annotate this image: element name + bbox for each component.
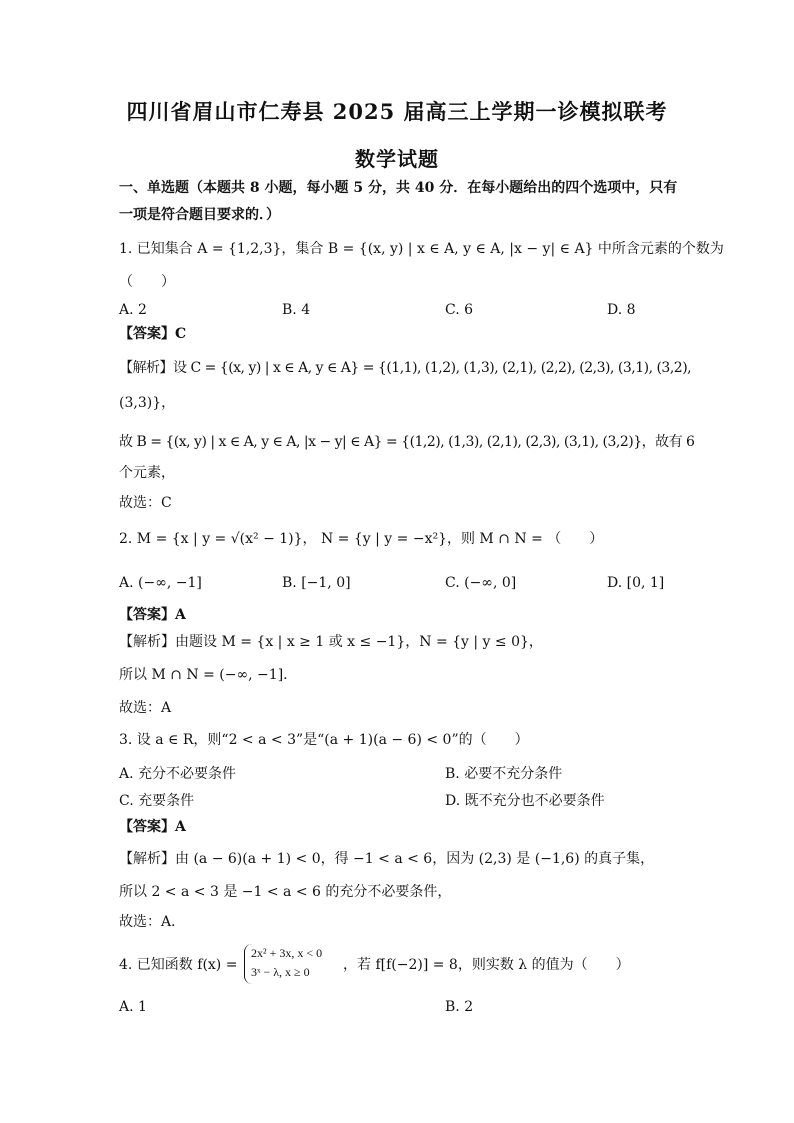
- q1-option-a: A. 2: [119, 302, 147, 318]
- q2-option-b: B. [−1, 0]: [282, 575, 351, 591]
- q1-analysis-line3: 故 B = {(x, y) | x ∈ A, y ∈ A, |x − y| ∈ A} = {(1,2), (1,3), (2,1), (2,3), (3,1), (3,2)}，故有 6: [119, 434, 695, 450]
- q3-choose: 故选：A．: [119, 914, 186, 930]
- document-subtitle: 数学试题: [355, 147, 439, 171]
- q3-option-c: C. 充要条件: [119, 793, 195, 809]
- q2-analysis-line1: 【解析】由题设 M = {x | x ≥ 1 或 x ≤ −1}，N = {y | y ≤ 0}，: [119, 634, 543, 650]
- q1-answer: 【答案】C: [119, 326, 187, 342]
- q1-stem: 1. 已知集合 A = {1,2,3}，集合 B = {(x, y) | x ∈ A, y ∈ A, |x − y| ∈ A} 中所含元素的个数为: [119, 241, 724, 257]
- q4-option-b: B. 2: [445, 999, 474, 1015]
- q4-piecewise: [244, 944, 322, 984]
- q4-case2: 3ˣ − λ, x ≥ 0: [251, 965, 310, 979]
- q3-option-d: D. 既不充分也不必要条件: [445, 793, 605, 809]
- q2-option-c: C. (−∞, 0]: [445, 575, 517, 591]
- section-heading-line2: 一项是符合题目要求的．）: [119, 207, 280, 223]
- q1-analysis-line2: (3,3)}，: [119, 395, 176, 411]
- q2-answer: 【答案】A: [119, 607, 186, 623]
- q3-option-b: B. 必要不充分条件: [445, 766, 563, 782]
- q1-analysis-line4: 个元素，: [119, 465, 175, 481]
- q3-answer: 【答案】A: [119, 819, 186, 835]
- section-heading-line1: 一、单选题（本题共 8 小题，每小题 5 分，共 40 分．在每小题给出的四个选项中，只有: [119, 180, 678, 196]
- q1-option-c: C. 6: [445, 302, 474, 318]
- q1-analysis-line1: 【解析】设 C = {(x, y) | x ∈ A, y ∈ A} = {(1,1), (1,2), (1,3), (2,1), (2,2), (2,3), (3,1), (3,2),: [119, 360, 692, 376]
- q1-choose: 故选：C: [119, 495, 172, 511]
- q3-stem: 3. 设 a ∈ R，则“2 < a < 3”是“(a + 1)(a − 6) < 0”的（ ）: [119, 732, 529, 748]
- q4-case1: 2x² + 3x, x < 0: [251, 946, 323, 960]
- q3-analysis-line2: 所以 2 < a < 3 是 −1 < a < 6 的充分不必要条件，: [119, 884, 452, 900]
- q3-option-a: A. 充分不必要条件: [119, 766, 237, 782]
- q1-option-d: D. 8: [607, 302, 636, 318]
- q2-option-d: D. [0, 1]: [607, 575, 665, 591]
- q2-analysis-line2: 所以 M ∩ N = (−∞, −1].: [119, 667, 288, 683]
- q1-paren: （ ）: [119, 274, 175, 290]
- q2-option-a: A. (−∞, −1]: [119, 575, 202, 591]
- q1-option-b: B. 4: [282, 302, 311, 318]
- q4-option-a: A. 1: [119, 999, 147, 1015]
- q2-choose: 故选：A: [119, 700, 172, 716]
- document-title: 四川省眉山市仁寿县 2025 届高三上学期一诊模拟联考: [126, 99, 668, 124]
- q4-stem-suffix: ，若 f[f(−2)] = 8，则实数 λ 的值为（ ）: [343, 957, 630, 973]
- q4-stem-prefix: 4. 已知函数 f(x) =: [119, 957, 238, 973]
- q3-analysis-line1: 【解析】由 (a − 6)(a + 1) < 0，得 −1 < a < 6，因为 (2,3) 是 (−1,6) 的真子集，: [119, 851, 655, 867]
- q2-stem: 2. M = {x | y = √(x² − 1)}， N = {y | y = −x²}，则 M ∩ N = （ ）: [119, 531, 604, 547]
